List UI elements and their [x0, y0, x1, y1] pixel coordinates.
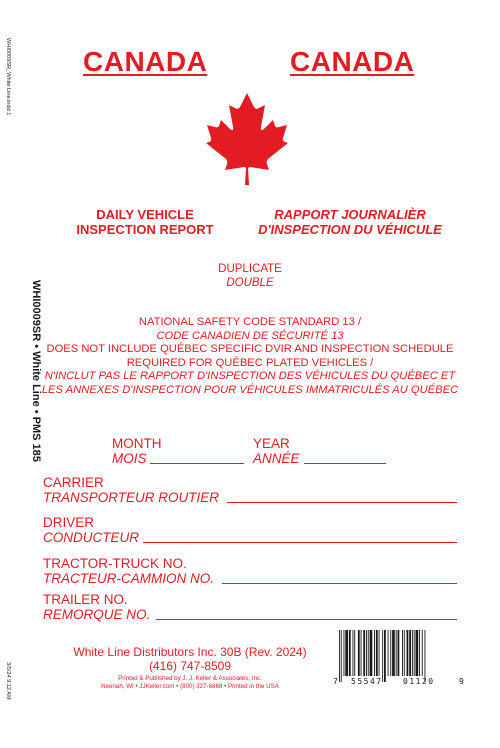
trailer-label-fr: REMORQUE NO.	[43, 607, 151, 622]
footer-block	[40, 645, 340, 673]
trailer-field[interactable]	[156, 619, 457, 620]
maple-leaf-icon	[206, 93, 288, 185]
copy-label-en: DUPLICATE	[218, 263, 282, 275]
year-label-fr: ANNÉE	[253, 451, 300, 466]
report-title-fr-line1: RAPPORT JOURNALIÈR	[274, 207, 426, 222]
carrier-label-fr: TRANSPORTEUR ROUTIER	[43, 490, 220, 505]
standard-line-5: N'INCLUT PAS LE RAPPORT D'INSPECTION DES VÉHICULES DU QUÉBEC ET	[44, 370, 456, 383]
barcode-first-digit: 7	[333, 677, 338, 686]
phone-line: (416) 747-8509	[148, 659, 232, 673]
driver-label-fr: CONDUCTEUR	[43, 530, 139, 545]
tractor-field[interactable]	[222, 583, 457, 584]
month-label-en: MONTH	[112, 436, 162, 451]
standard-line-3: DOES NOT INCLUDE QUÉBEC SPECIFIC DVIR AND INSPECTION SCHEDULE	[46, 343, 454, 356]
standard-line-1: NATIONAL SAFETY CODE STANDARD 13 /	[138, 316, 362, 328]
address-line: Neenah, WI • JJKeller.com • (800) 327-6868 • Printed in the USA	[101, 682, 279, 690]
year-field[interactable]	[304, 463, 386, 464]
month-label-fr: MOIS	[112, 451, 147, 466]
report-title-en-line1: DAILY VEHICLE	[96, 207, 194, 222]
product-code-vertical: WHI0009SR • White Line • PMS 185	[30, 280, 42, 462]
barcode-bars	[337, 630, 459, 682]
printer-info	[40, 675, 340, 690]
barcode-left-group: 55547	[351, 677, 383, 686]
standard-notice	[0, 316, 500, 398]
trailer-label-en: TRAILER NO.	[43, 592, 128, 607]
report-title-en-line2: INSPECTION REPORT	[76, 222, 214, 237]
tractor-label-en: TRACTOR-TRUCK NO.	[43, 556, 187, 571]
carrier-label-en: CARRIER	[43, 475, 104, 490]
year-label-en: YEAR	[253, 436, 290, 451]
canada-heading-left: CANADA	[83, 46, 208, 77]
canada-heading-right: CANADA	[290, 46, 415, 77]
copy-label-fr: DOUBLE	[226, 277, 274, 289]
carrier-field[interactable]	[227, 502, 457, 503]
driver-label-en: DRIVER	[43, 515, 95, 530]
copy-label	[180, 262, 320, 290]
standard-line-4: REQUIRED FOR QUÉBEC PLATED VEHICLES /	[126, 356, 374, 369]
timestamp-vertical: 3/5/24 9:12 AM	[5, 662, 11, 700]
standard-line-2: CODE CANADIEN DE SÉCURITÉ 13	[156, 329, 344, 342]
barcode-last-digit: 9	[459, 677, 464, 686]
report-title-fr	[245, 207, 455, 237]
month-field[interactable]	[150, 463, 244, 464]
printed-by-line: Printed & Published by J. J. Keller & Associates, Inc.	[118, 675, 262, 682]
report-title-fr-line2: D'INSPECTION DU VÉHICULE	[258, 222, 442, 237]
report-title-en	[60, 207, 230, 237]
publisher-line: White Line Distributors Inc. 30B (Rev. 2024)	[73, 645, 307, 659]
driver-field[interactable]	[143, 542, 457, 543]
standard-line-6: LES ANNEXES D'INSPECTION POUR VÉHICULES IMMATRICULÉS AU QUÉBEC	[41, 383, 459, 396]
tractor-label-fr: TRACTEUR-CAMMION NO.	[43, 571, 214, 586]
barcode	[333, 630, 464, 692]
barcode-right-group: 01120	[403, 677, 435, 686]
file-name-vertical: WHI0009SR_White Line.indd 1	[5, 38, 11, 116]
